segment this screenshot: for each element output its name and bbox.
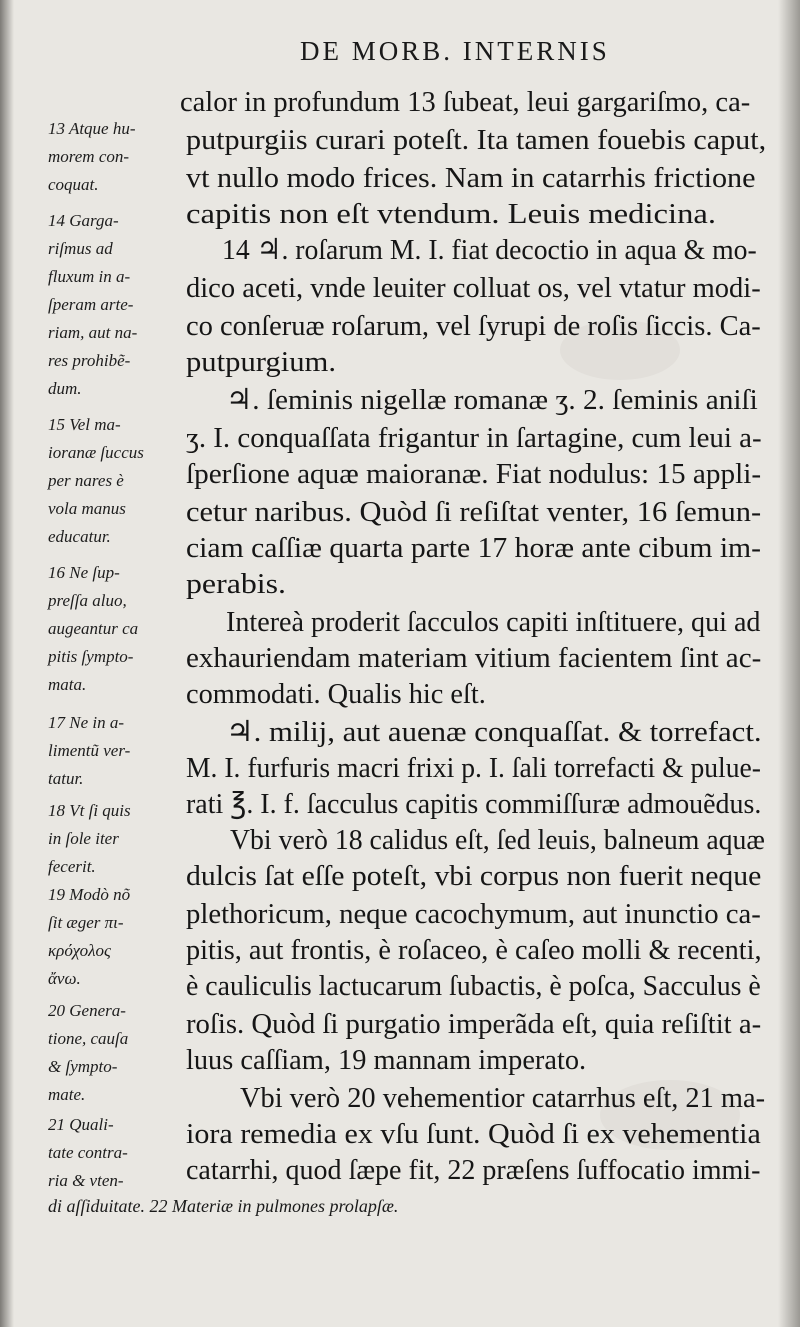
text-line: ♃. milij, aut auenæ conquaſſat. & torrefact.	[226, 716, 762, 748]
text-line: luus caſſiam, 19 mannam imperato.	[186, 1044, 587, 1076]
text-line: putpurgium.	[186, 346, 337, 378]
margin-gloss-line: tatur.	[48, 769, 84, 788]
margin-gloss-line: fluxum in a-	[48, 267, 131, 286]
text-line: M. I. furfuris macri frixi p. I. ſali torrefacti & pulue-	[186, 752, 761, 784]
margin-gloss-line: ſperam arte-	[48, 295, 134, 314]
margin-gloss-line: 21 Quali-	[48, 1115, 114, 1134]
text-line: vt nullo modo frices. Nam in catarrhis frictione	[186, 162, 756, 194]
text-line: catarrhi, quod ſæpe fit, 22 præſens ſuffocatio immi-	[186, 1154, 761, 1186]
text-line: iora remedia ex vſu ſunt. Quòd ſi ex vehementia	[186, 1118, 761, 1150]
text-line: Vbi verò 18 calidus eſt, ſed leuis, balneum aquæ	[230, 824, 765, 856]
running-head: DE MORB. INTERNIS	[300, 36, 610, 66]
margin-gloss-line: 16 Ne ſup-	[48, 563, 120, 582]
text-line: ſperſione aquæ maioranæ. Fiat nodulus: 15 appli-	[186, 458, 762, 490]
text-line: co conſeruæ roſarum, vel ſyrupi de roſis ſiccis. Ca-	[186, 310, 761, 342]
footer-gloss: di aſſiduitate. 22 Materiæ in pulmones prolapſæ.	[48, 1196, 399, 1216]
margin-gloss-line: res prohibẽ-	[48, 351, 131, 370]
margin-gloss-line: 13 Atque hu-	[48, 119, 136, 138]
text-line: commodati. Qualis hic eſt.	[186, 678, 486, 710]
margin-gloss-line: ioranæ ſuccus	[48, 443, 144, 462]
margin-gloss-line: 20 Genera-	[48, 1001, 126, 1020]
text-line: dulcis ſat eſſe poteſt, vbi corpus non fuerit neque	[186, 860, 762, 892]
margin-gloss-line: 19 Modò nõ	[48, 885, 131, 904]
margin-gloss-line: ria & vten-	[48, 1171, 124, 1190]
margin-gloss-line: fecerit.	[48, 857, 96, 876]
margin-gloss-line: 15 Vel ma-	[48, 415, 121, 434]
text-line: ciam caſſiæ quarta parte 17 horæ ante cibum im-	[186, 532, 762, 564]
text-line: pitis, aut frontis, è roſaceo, è caſeo molli & recenti,	[186, 934, 762, 966]
text-line: rati ℥. I. f. ſacculus capitis commiſſuræ admouẽdus.	[186, 788, 762, 820]
margin-gloss-line: augeantur ca	[48, 619, 139, 638]
text-line: Vbi verò 20 vehementior catarrhus eſt, 21 ma-	[240, 1082, 766, 1114]
margin-gloss-line: dum.	[48, 379, 82, 398]
margin-gloss-line: riam, aut na-	[48, 323, 138, 342]
margin-gloss-line: riſmus ad	[48, 239, 113, 258]
margin-gloss-line: morem con-	[48, 147, 130, 166]
margin-gloss-line: pitis ſympto-	[48, 647, 134, 666]
margin-gloss-line: ἄνω.	[48, 969, 81, 988]
margin-gloss-line: κρόχολος	[48, 941, 111, 960]
text-line: putpurgiis curari poteſt. Ita tamen fouebis caput,	[186, 124, 767, 156]
margin-gloss-line: 18 Vt ſi quis	[48, 801, 131, 820]
margin-gloss-line: vola manus	[48, 499, 126, 518]
text-line: è cauliculis lactucarum ſubactis, è poſca, Sacculus è	[186, 970, 761, 1002]
text-line: dico aceti, vnde leuiter colluat os, vel vtatur modi-	[186, 272, 761, 304]
text-line: roſis. Quòd ſi purgatio imperãda eſt, quia reſiſtit a-	[186, 1008, 762, 1040]
margin-gloss-line: ſit æger πι-	[48, 913, 124, 932]
margin-gloss-line: limentũ ver-	[48, 741, 131, 760]
margin-gloss-line: 14 Garga-	[48, 211, 119, 230]
text-line: exhauriendam materiam vitium facientem ſint ac-	[186, 642, 762, 674]
text-line: capitis non eſt vtendum. Leuis medicina.	[186, 198, 717, 230]
text-line: Intereà proderit ſacculos capiti inſtituere, qui ad	[226, 606, 761, 638]
margin-gloss-line: coquat.	[48, 175, 99, 194]
margin-gloss-line: per nares è	[48, 471, 124, 490]
margin-gloss-line: 17 Ne in a-	[48, 713, 125, 732]
text-line: cetur naribus. Quòd ſi reſiſtat venter, 16 ſemun-	[186, 496, 762, 528]
margin-gloss-line: preſſa aluo,	[48, 591, 127, 610]
margin-gloss-line: educatur.	[48, 527, 111, 546]
margin-gloss-line: mata.	[48, 675, 87, 694]
text-line: 14 ♃. roſarum M. I. fiat decoctio in aqua & mo-	[222, 234, 757, 266]
margin-gloss-line: in ſole iter	[48, 829, 119, 848]
text-line: perabis.	[186, 568, 287, 600]
margin-gloss-line: tione, cauſa	[48, 1029, 129, 1048]
text-line: ʒ. I. conquaſſata frigantur in ſartagine, cum leui a-	[186, 422, 762, 454]
margin-gloss-line: tate contra-	[48, 1143, 128, 1162]
margin-gloss-line: & ſympto-	[48, 1057, 118, 1076]
text-line: calor in profundum 13 ſubeat, leui gargariſmo, ca-	[180, 86, 751, 118]
margin-gloss-line: mate.	[48, 1085, 86, 1104]
text-line: ♃. ſeminis nigellæ romanæ ʒ. 2. ſeminis aniſi	[226, 384, 758, 416]
text-line: plethoricum, neque cacochymum, aut inunctio ca-	[186, 898, 761, 930]
